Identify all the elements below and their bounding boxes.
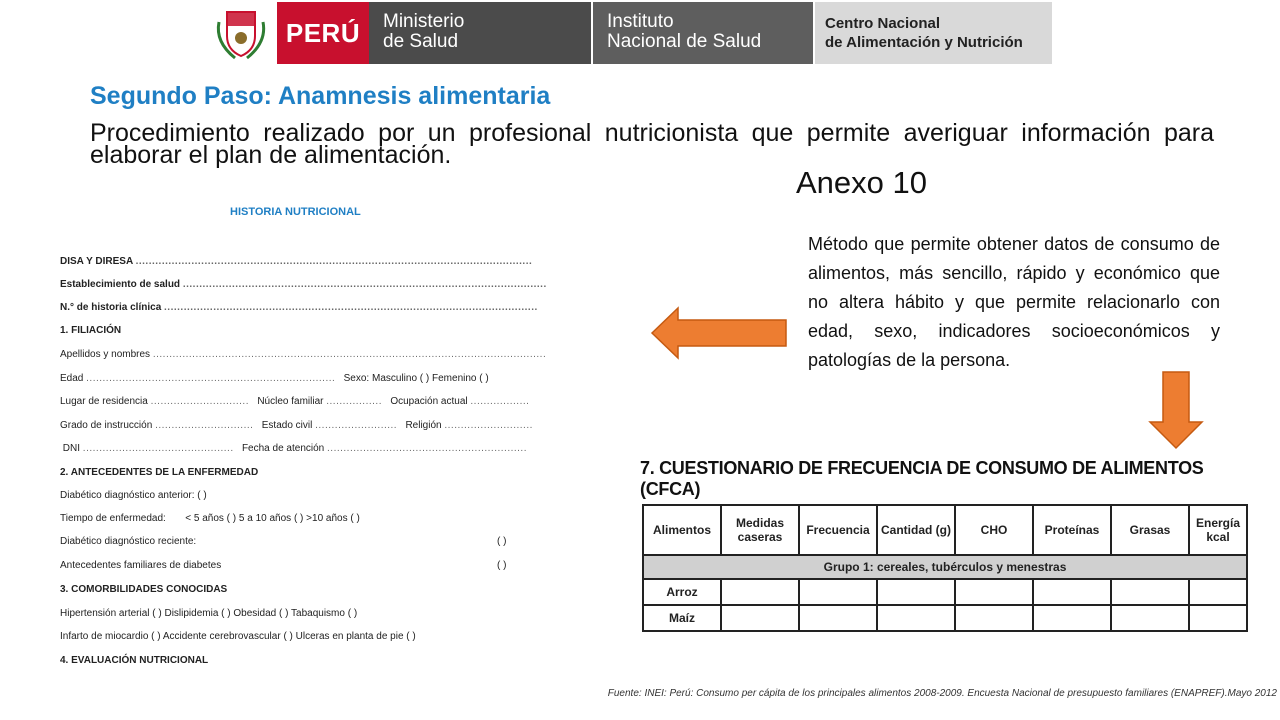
cfca-food-cell: Maíz — [643, 605, 721, 631]
cfca-header-cell: Proteínas — [1033, 505, 1111, 555]
form-field-infarto: Infarto de miocardio ( ) Accidente cerebrovascular ( ) Ulceras en planta de pie ( ) — [60, 631, 416, 642]
form-label: N.° de historia clínica — [60, 302, 162, 313]
cfca-table-image — [640, 458, 1250, 648]
method-description: Método que permite obtener datos de consumo de alimentos, más sencillo, rápido y económico que no altera hábito y que permite relacionarlo con edad, sexo, indicadores socioeconómicos y patologías de la persona. — [808, 234, 1220, 370]
centro-line2: de Alimentación y Nutrición — [825, 34, 1023, 51]
form-label: Ocupación actual — [390, 396, 468, 407]
form-section-evaluacion: 4. EVALUACIÓN NUTRICIONAL — [60, 655, 209, 666]
centro-line1: Centro Nacional — [825, 15, 941, 32]
ministerio-line2: de Salud — [383, 31, 459, 52]
form-section-antecedentes: 2. ANTECEDENTES DE LA ENFERMEDAD — [60, 467, 259, 478]
source-footnote: Fuente: INEI: Perú: Consumo per cápita de los principales alimentos 2008-2009. Encuesta Nacional de presupuesto familiares (ENAPREF).Mayo 2012 — [607, 688, 1277, 699]
table-row — [643, 605, 1247, 631]
instituto-nacional-logo — [591, 2, 813, 64]
form-label: Tiempo de enfermedad: — [60, 513, 166, 524]
cfca-header-cell: Energía kcal — [1189, 505, 1247, 555]
form-label: Sexo: Masculino ( ) Femenino ( ) — [343, 373, 489, 384]
form-field-hipertension: Hipertensión arterial ( ) Dislipidemia ( ) Obesidad ( ) Tabaquismo ( ) — [60, 608, 358, 619]
table-cell — [955, 579, 1033, 605]
cfca-group-label: Grupo 1: cereales, tubérculos y menestras — [643, 555, 1247, 579]
form-field-dni: DNI .............................................. Fecha de atención ............................................................. — [62, 443, 527, 454]
cfca-header-cell: Frecuencia — [799, 505, 877, 555]
procedure-text: Procedimiento realizado por un profesional nutricionista que permite averiguar información para elaborar el plan de alimentación. — [90, 119, 1214, 169]
form-label: Lugar de residencia — [60, 396, 148, 407]
form-label: Religión — [405, 420, 442, 431]
form-field-historia: N.° de historia clínica .................................................................................................................. — [60, 302, 538, 313]
form-section-comorbilidades: 3. COMORBILIDADES CONOCIDAS — [60, 584, 228, 595]
table-cell — [1111, 579, 1189, 605]
form-label: Grado de instrucción — [60, 420, 153, 431]
form-title: HISTORIA NUTRICIONAL — [230, 206, 361, 218]
form-field-diab-reciente — [60, 536, 196, 547]
cfca-table — [642, 504, 1248, 632]
table-cell — [1189, 579, 1247, 605]
form-label: DISA Y DIRESA — [60, 256, 133, 267]
form-field-grado: Grado de instrucción .............................. Estado civil ......................... Religión ........................... — [60, 420, 533, 431]
form-label: Diabético diagnóstico reciente: — [60, 536, 197, 547]
peru-logo: PERÚ — [277, 2, 369, 64]
table-cell — [877, 605, 955, 631]
table-cell — [1111, 605, 1189, 631]
form-label: Apellidos y nombres — [60, 349, 151, 360]
instituto-line2: Nacional de Salud — [607, 31, 762, 52]
anexo-label: Anexo 10 — [796, 165, 927, 200]
cfca-header-cell: Medidas caseras — [721, 505, 799, 555]
table-cell — [955, 605, 1033, 631]
form-paren-antec: ( ) — [497, 560, 507, 571]
left-arrow-icon — [650, 306, 788, 360]
cfca-header-row — [643, 505, 1247, 555]
instituto-line1: Instituto — [607, 11, 674, 32]
cfca-header-cell: CHO — [955, 505, 1033, 555]
cfca-header-cell: Alimentos — [643, 505, 721, 555]
table-cell — [721, 579, 799, 605]
form-label: Estado civil — [261, 420, 313, 431]
step-title: Segundo Paso: Anamnesis alimentaria — [90, 82, 551, 110]
table-cell — [877, 579, 955, 605]
historia-nutricional-form-image — [55, 200, 547, 670]
form-field-diab-anterior: Diabético diagnóstico anterior: ( ) — [60, 490, 207, 501]
form-label: Edad — [60, 373, 84, 384]
form-paren-reciente: ( ) — [497, 536, 507, 547]
form-label: Núcleo familiar — [257, 396, 324, 407]
table-row — [643, 579, 1247, 605]
form-field-antec-fam — [60, 560, 221, 571]
table-cell — [1033, 579, 1111, 605]
form-field-disa: DISA Y DIRESA ......................................................................................................................... — [60, 256, 533, 267]
table-cell — [799, 605, 877, 631]
cfca-food-cell: Arroz — [643, 579, 721, 605]
form-label: Establecimiento de salud — [60, 279, 181, 290]
cfca-title: 7. CUESTIONARIO DE FRECUENCIA DE CONSUMO DE ALIMENTOS (CFCA) — [640, 458, 1204, 499]
centro-nacional-logo — [813, 2, 1052, 64]
form-field-establecimiento: Establecimiento de salud ............................................................................................................... — [60, 279, 547, 290]
peru-coat-of-arms-logo — [205, 2, 277, 64]
table-cell — [799, 579, 877, 605]
ministerio-line1: Ministerio — [383, 11, 465, 32]
cfca-header-cell: Cantidad (g) — [877, 505, 955, 555]
ministerio-de-salud-logo — [369, 2, 591, 64]
down-arrow-icon — [1148, 370, 1204, 450]
cfca-group-row — [643, 555, 1247, 579]
table-cell — [1033, 605, 1111, 631]
form-label: Fecha de atención — [241, 443, 325, 454]
header-banner — [205, 2, 1054, 64]
cfca-header-cell: Grasas — [1111, 505, 1189, 555]
form-field-tiempo — [60, 513, 360, 524]
form-field-lugar: Lugar de residencia .............................. Núcleo familiar ................. Ocupación actual .................. — [60, 396, 530, 407]
form-label: < 5 años ( ) 5 a 10 años ( ) >10 años ( ) — [185, 513, 360, 524]
form-label: DNI — [62, 443, 81, 454]
form-field-apellidos: Apellidos y nombres ........................................................................................................................ — [60, 349, 547, 360]
form-label: Antecedentes familiares de diabetes — [60, 560, 222, 571]
table-cell — [1189, 605, 1247, 631]
form-section-filiacion: 1. FILIACIÓN — [60, 325, 122, 336]
table-cell — [721, 605, 799, 631]
form-field-edad: Edad ............................................................................ Sexo: Masculino ( ) Femenino ( ) — [60, 373, 489, 384]
